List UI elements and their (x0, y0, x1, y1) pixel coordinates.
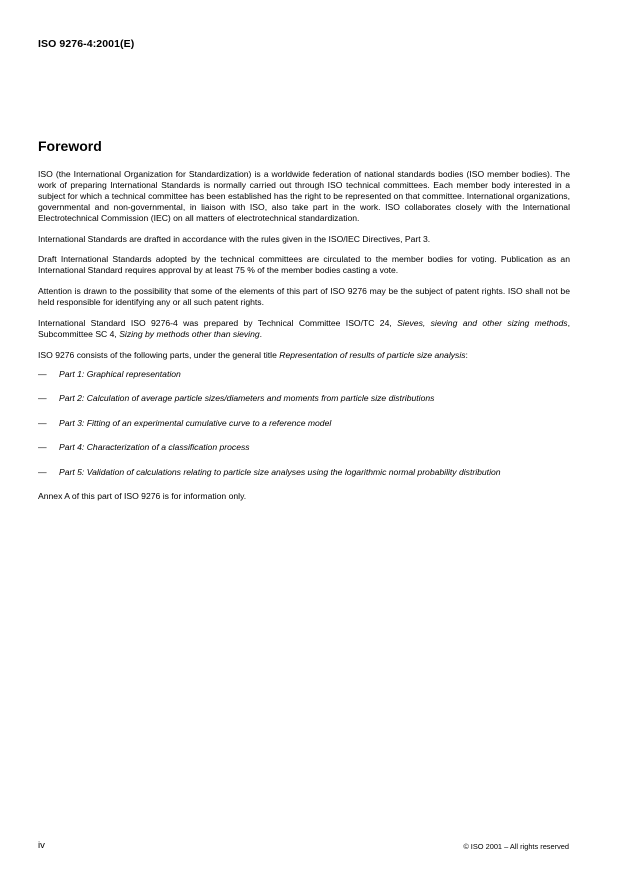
paragraph-parts-intro (38, 350, 570, 361)
document-identifier: ISO 9276-4:2001(E) (38, 38, 135, 50)
part-title: Part 2: Calculation of average particle sizes/diameters and moments from particle size distributions (59, 393, 435, 404)
page-number: iv (38, 840, 45, 851)
parts-list (38, 369, 570, 478)
dash-bullet: — (38, 393, 47, 404)
copyright-notice: © ISO 2001 – All rights reserved (463, 842, 569, 851)
foreword-body (38, 169, 570, 512)
list-item (38, 369, 570, 380)
committee-text-e: . (259, 328, 263, 339)
list-item (38, 442, 570, 453)
part-title: Part 1: Graphical representation (59, 368, 181, 379)
paragraph-committee (38, 318, 570, 340)
paragraph-directives: International Standards are drafted in accordance with the rules given in the ISO/IEC Directives, Part 3. (38, 233, 431, 244)
dash-bullet: — (38, 442, 47, 453)
paragraph-voting: Draft International Standards adopted by the technical committees are circulated to the member bodies for voting. Publication as an International Standard requires approval by at least 75 % of the member bodies casting a vote. (38, 254, 570, 276)
dash-bullet: — (38, 368, 47, 379)
paragraph-iso-description: ISO (the International Organization for Standardization) is a worldwide federation of national standards bodies (ISO member bodies). The work of preparing International Standards is normally carried out through ISO technical committees. Each member body interested in a subject for which a technical committee has been established has the right to be represented on that committee. International organizations, governmental and non-governmental, in liaison with ISO, also take part in the work. ISO collaborates closely with the International Electrotechnical Commission (IEC) on all matters of electrotechnical standardization. (38, 169, 570, 223)
parts-intro-colon: : (465, 349, 468, 360)
part-title: Part 4: Characterization of a classification process (59, 442, 250, 453)
list-item (38, 393, 570, 404)
subcommittee-title: Sizing by methods other than sieving (119, 328, 260, 339)
part-title: Part 5: Validation of calculations relating to particle size analyses using the logarithmic normal probability distribution (59, 466, 501, 477)
dash-bullet: — (38, 466, 47, 477)
list-item (38, 418, 570, 429)
section-heading: Foreword (38, 138, 102, 154)
committee-text-c: , Subcommittee SC 4, (38, 318, 570, 339)
part-title: Part 3: Fitting of an experimental cumulative curve to a reference model (59, 417, 332, 428)
committee-title: Sieves, sieving and other sizing methods (397, 318, 568, 329)
paragraph-patent-rights: Attention is drawn to the possibility that some of the elements of this part of ISO 9276 may be the subject of patent rights. ISO shall not be held responsible for identifying any or all such patent rights. (38, 286, 570, 308)
list-item (38, 467, 570, 478)
general-title: Representation of results of particle size analysis (279, 349, 466, 360)
committee-text-a: International Standard ISO 9276-4 was prepared by Technical Committee ISO/TC 24, (38, 318, 398, 329)
paragraph-annex-note: Annex A of this part of ISO 9276 is for information only. (38, 491, 247, 502)
dash-bullet: — (38, 417, 47, 428)
parts-intro-text: ISO 9276 consists of the following parts, under the general title (38, 349, 280, 360)
